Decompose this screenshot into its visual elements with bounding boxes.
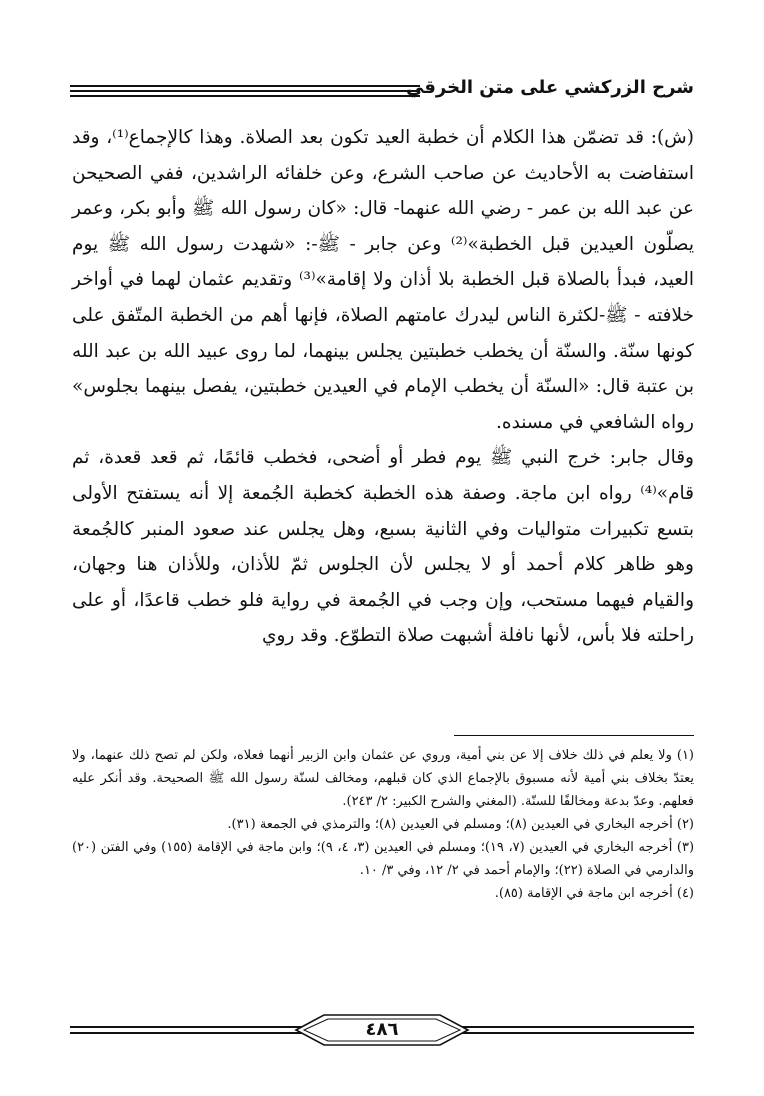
- header-rule: [70, 90, 420, 92]
- footer-rule: [462, 1032, 694, 1034]
- book-title: شرح الزركشي على متن الخرقي: [405, 77, 694, 98]
- footer-rule: [70, 1026, 302, 1028]
- body-paragraph: وقال جابر: خرج النبي ﷺ يوم فطر أو أضحى، فخطب قائمًا، ثم قعد قعدة، ثم قام»⁽⁴⁾ رواه ابن ماجة. وصفة هذه الخطبة كخطبة الجُمعة إلا أنه يستفتح الأولى بتسع تكبيرات متواليات وفي الثانية بسبع، وهل يجلس عند صعود المنبر كالجُمعة وهو ظاهر كلام أحمد أو لا يجلس لأن الجلوس ثمّ للأذان، وللأذان هنا وجهان، والقيام فيهما مستحب، وإن وجب في الجُمعة في رواية فلو خطب قاعدًا، أو على راحلته فلا بأس، لأنها نافلة أشبهت صلاة التطوّع. وقد روي: [72, 447, 694, 647]
- footnote-2: (٢) أخرجه البخاري في العيدين (٨)؛ ومسلم في العيدين (٨)؛ والترمذي في الجمعة (٣١).: [227, 817, 694, 832]
- running-header: [70, 76, 694, 106]
- footer-rule: [462, 1026, 694, 1028]
- body-paragraph: (ش): قد تضمّن هذا الكلام أن خطبة العيد تكون بعد الصلاة. وهذا كالإجماع⁽¹⁾، وقد استفاضت به الأحاديث عن صاحب الشرع، وعن خلفائه الراشدين، ففي الصحيحن عن عبد الله بن عمر - رضي الله عنهما- قال: «كان رسول الله ﷺ وأبو بكر، وعمر يصلّون العيدين قبل الخطبة»⁽²⁾ وعن جابر - ﷺ-: «شهدت رسول الله ﷺ يوم العيد، فبدأ بالصلاة قبل الخطبة بلا أذان ولا إقامة»⁽³⁾ وتقديم عثمان لهما في أواخر خلافته - ﷺ-لكثرة الناس ليدرك عامتهم الصلاة، فإنها أهم من الخطبة المتّفق على كونها سنّة. والسنّة أن يخطب خطبتين يجلس بينهما، لما روى عبيد الله بن عبد الله بن عتبة قال: «السنّة أن يخطب الإمام في العيدين خطبتين، يفصل بينهما بجلوس» رواه الشافعي في مسنده.: [72, 127, 695, 433]
- main-text: [72, 120, 694, 654]
- footnote-3: (٣) أخرجه البخاري في العيدين (٧، ١٩)؛ ومسلم في العيدين (٣، ٤، ٩)؛ وابن ماجة في الإقامة (١٥٥) وفي الفتن (٢٠) والدارمي في الصلاة (٢٢)؛ والإمام أحمد في ٢/ ١٢، وفي ٣/ ١٠.: [72, 840, 695, 878]
- header-rule: [70, 95, 420, 97]
- footnote-4: (٤) أخرجه ابن ماجة في الإقامة (٨٥).: [494, 886, 694, 901]
- footer-rule: [70, 1032, 302, 1034]
- header-rule: [70, 85, 420, 87]
- footnote-separator: [454, 735, 694, 736]
- footnotes: [72, 744, 694, 905]
- page-footer: [70, 1012, 694, 1048]
- page-number-frame: [294, 1012, 470, 1048]
- page-number: ٤٨٦: [365, 1019, 399, 1040]
- footnote-1: (١) ولا يعلم في ذلك خلاف إلا عن بني أمية، وروي عن عثمان وابن الزبير أنهما فعلاه، ولكن لم تصح ذلك عنهما، ولا يعتدّ بخلاف بني أمية لأنه مسبوق بالإجماع الذي كان قبلهم، ومخالف لسنّة رسول الله ﷺ الصحيحة. وقد أنكر عليه فعلهم. وعدّ بدعة ومخالفًا للسنّة. (المغني والشرح الكبير: ٢/ ٢٤٣).: [72, 748, 694, 809]
